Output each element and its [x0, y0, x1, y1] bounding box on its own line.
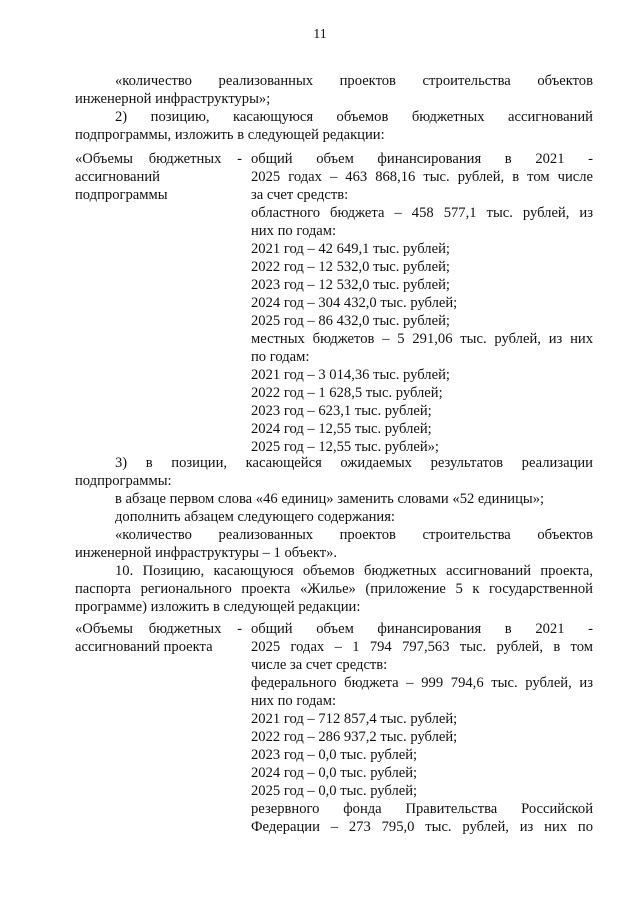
- quote2-line-2: инженерной инфраструктуры – 1 объект».: [75, 545, 338, 561]
- item2-line-1: 2) позицию, касающуюся объемов бюджетных ассигнований: [115, 109, 593, 125]
- table2-right-line: 2024 год – 0,0 тыс. рублей;: [251, 765, 418, 781]
- item10-line-3: программе) изложить в следующей редакции:: [75, 599, 361, 615]
- table2-right-line: 2025 год – 0,0 тыс. рублей;: [251, 783, 418, 799]
- table1-right-line: 2021 год – 3 014,36 тыс. рублей;: [251, 367, 450, 383]
- table2-left-line: ассигнований проекта: [75, 639, 213, 655]
- table1-left-line: «Объемы бюджетных -: [75, 151, 242, 167]
- table1-right-line: по годам:: [251, 349, 310, 365]
- table1-right-line: общий объем финансирования в 2021 -: [251, 151, 593, 167]
- table2-right-line: федерального бюджета – 999 794,6 тыс. рублей, из: [251, 675, 593, 691]
- table2-right-line: числе за счет средств:: [251, 657, 388, 673]
- table2-right-line: них по годам:: [251, 693, 337, 709]
- item10-line-1: 10. Позицию, касающуюся объемов бюджетных ассигнований проекта,: [115, 563, 593, 579]
- table2-left-line: «Объемы бюджетных -: [75, 621, 242, 637]
- quote-line-2: инженерной инфраструктуры»;: [75, 91, 271, 107]
- quote-line-1: «количество реализованных проектов строительства объектов: [115, 73, 593, 89]
- table1-right-line: местных бюджетов – 5 291,06 тыс. рублей, из них: [251, 331, 593, 347]
- table1-right-line: 2025 год – 86 432,0 тыс. рублей;: [251, 313, 450, 329]
- item10-line-2: паспорта регионального проекта «Жилье» (приложение 5 к государственной: [75, 581, 593, 597]
- table1-right-line: 2022 год – 1 628,5 тыс. рублей;: [251, 385, 443, 401]
- item2-line-2: подпрограммы, изложить в следующей редакции:: [75, 127, 385, 143]
- item3-line-2: подпрограммы:: [75, 473, 172, 489]
- table1-left-line: подпрограммы: [75, 187, 168, 203]
- table1-right-line: 2021 год – 42 649,1 тыс. рублей;: [251, 241, 450, 257]
- table2-right-line: Федерации – 273 795,0 тыс. рублей, из них по: [251, 819, 593, 835]
- table1-right-line: за счет средств:: [251, 187, 349, 203]
- page-number: 11: [313, 27, 327, 42]
- table1-right-line: 2025 годах – 463 868,16 тыс. рублей, в том числе: [251, 169, 593, 185]
- table1-right-line: 2024 год – 304 432,0 тыс. рублей;: [251, 295, 458, 311]
- table1-right-line: них по годам:: [251, 223, 337, 239]
- paragraph-replace-words: в абзаце первом слова «46 единиц» заменить словами «52 единицы»;: [115, 491, 545, 507]
- table1-right-line: 2025 год – 12,55 тыс. рублей»;: [251, 439, 439, 455]
- table2-right-line: 2021 год – 712 857,4 тыс. рублей;: [251, 711, 458, 727]
- quote2-line-1: «количество реализованных проектов строительства объектов: [115, 527, 593, 543]
- table2-right-line: общий объем финансирования в 2021 -: [251, 621, 593, 637]
- table1-right-line: областного бюджета – 458 577,1 тыс. рублей, из: [251, 205, 593, 221]
- table1-left-line: ассигнований: [75, 169, 160, 185]
- table1-right-line: 2023 год – 623,1 тыс. рублей;: [251, 403, 432, 419]
- table2-right-line: 2022 год – 286 937,2 тыс. рублей;: [251, 729, 458, 745]
- table2-right-line: 2023 год – 0,0 тыс. рублей;: [251, 747, 418, 763]
- paragraph-add-abzac: дополнить абзацем следующего содержания:: [115, 509, 395, 525]
- table2-right-line: резервного фонда Правительства Российской: [251, 801, 593, 817]
- table1-right-line: 2022 год – 12 532,0 тыс. рублей;: [251, 259, 450, 275]
- item3-line-1: 3) в позиции, касающейся ожидаемых результатов реализации: [115, 455, 593, 471]
- table2-right-line: 2025 годах – 1 794 797,563 тыс. рублей, в том: [251, 639, 593, 655]
- table1-right-line: 2024 год – 12,55 тыс. рублей;: [251, 421, 432, 437]
- table1-right-line: 2023 год – 12 532,0 тыс. рублей;: [251, 277, 450, 293]
